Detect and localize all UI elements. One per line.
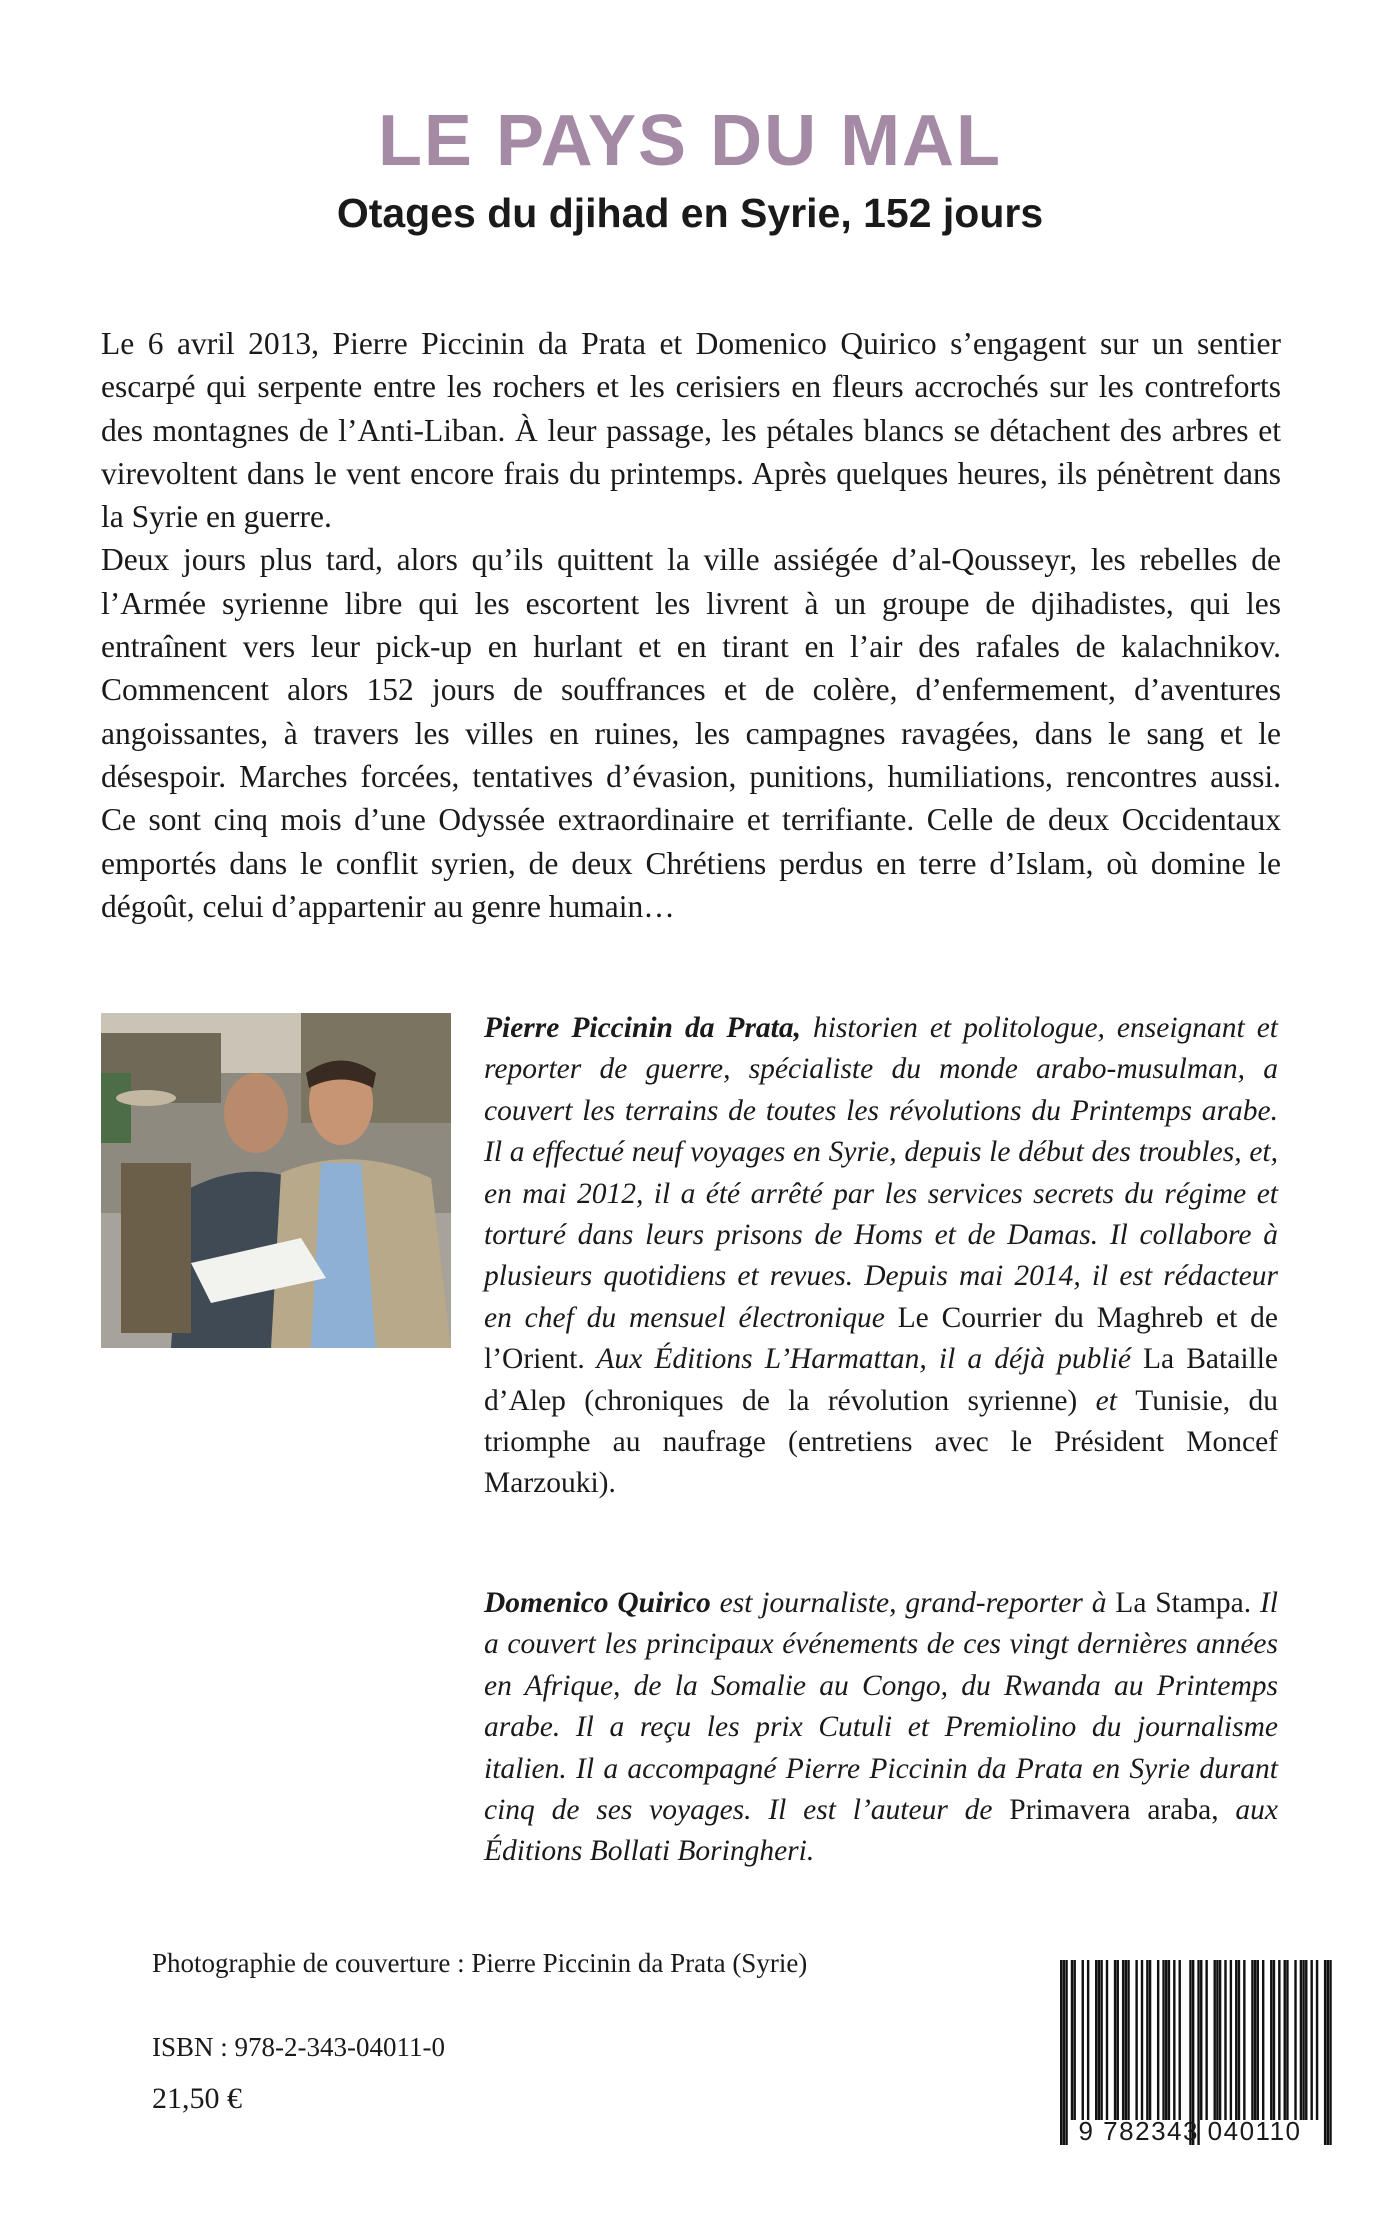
barcode-bar: [1305, 1960, 1307, 2120]
barcode-bar: [1230, 1960, 1232, 2120]
photo-credit: Photographie de couverture : Pierre Piccinin da Prata (Syrie): [152, 1948, 808, 1978]
barcode-bar: [1254, 1960, 1256, 2120]
author-name-quirico: Domenico Quirico: [484, 1587, 711, 1619]
book-subtitle: Otages du djihad en Syrie, 152 jours: [336, 190, 1044, 236]
barcode-bar: [1200, 1960, 1202, 2120]
barcode-bar: [1235, 1960, 1237, 2120]
author-photo: [101, 1013, 451, 1348]
blurb-paragraph-2: Deux jours plus tard, alors qu’ils quittent la ville assiégée d’al-Qousseyr, les rebelles de l’Armée syrienne libre qui les escortent les livrent à un groupe de djihadistes, qui les entraînent vers leur pick-up en hurlant et en tirant en l’air des rafales de kalachnikov. Commencent alors 152 jours de souffrances et de colère, d’enfermement, d’aventures angoissantes, à travers les villes en ruines, les campagnes ravagées, dans le sang et le désespoir. Marches forcées, tentatives d’évasion, punitions, humiliations, rencontres aussi. Ce sont cinq mois d’une Odyssée extraordinaire et terrifiante. Celle de deux Occidentaux emportés dans le conflit syrien, de deux Chrétiens perdus en terre d’Islam, où domine le dégoût, celui d’appartenir au genre humain…: [101, 542, 1281, 924]
barcode-bar: [1179, 1960, 1181, 2120]
barcode-bar: [1122, 1960, 1124, 2120]
bio-text: et: [1077, 1384, 1136, 1417]
book-reference: Tunisie, du triomphe au naufrage (entretiens avec le Président Moncef Marzouki).: [484, 1384, 1279, 1500]
barcode-bar: [1310, 1960, 1312, 2120]
barcode-bar: [1087, 1960, 1089, 2120]
barcode-digits: 9 782343 040110: [1078, 2116, 1302, 2146]
price: 21,50 €: [152, 2082, 242, 2115]
publication-title: La Stampa.: [1115, 1587, 1252, 1619]
author-bio-quirico: [484, 1583, 1278, 1873]
book-title: LE PAYS DU MAL: [377, 101, 1003, 181]
barcode-bar: [1262, 1960, 1264, 2120]
book-reference: La Bataille d’Alep (chroniques de la révolution syrienne): [484, 1343, 1279, 1417]
barcode-bar: [1114, 1960, 1116, 2120]
bio-text: historien et politologue, enseignant et reporter de guerre, spécialiste du monde arabo-musulman, a couvert les terrains de toutes les révolutions du Printemps arabe. Il a effectué neuf voyages en Syrie, depuis le début des troubles, et, en mai 2012, il a été arrêté par les services secrets du régime et torturé dans leurs prisons de Homs et de Damas. Il collabore à plusieurs quotidiens et revues. Depuis mai 2014, il est rédacteur en chef du mensuel électronique: [484, 1012, 1278, 1334]
back-cover-blurb: [101, 322, 1281, 928]
author-bio-piccinin: [484, 1008, 1278, 1505]
barcode-bar: [1205, 1960, 1207, 2120]
barcode-bar: [1117, 1960, 1119, 2120]
book-reference: Primavera araba,: [1009, 1794, 1219, 1827]
barcode-bar: [1219, 1960, 1221, 2120]
barcode-bar: [1257, 1960, 1259, 2120]
publication-title: Le Courrier du Maghreb et de l’Orient.: [484, 1301, 1278, 1376]
barcode-bar: [1095, 1960, 1097, 2120]
bio-text: Aux Éditions L’Harmattan, il a déjà publié: [584, 1343, 1144, 1376]
barcode-bar: [1141, 1960, 1143, 2120]
barcode-bar: [1165, 1960, 1167, 2120]
barcode-bar: [1106, 1960, 1108, 2120]
barcode-bar: [1127, 1960, 1129, 2120]
barcode-bar: [1251, 1960, 1253, 2120]
barcode-bar: [1100, 1960, 1102, 2120]
barcode-bar: [1284, 1960, 1286, 2120]
barcode-bar: [1168, 1960, 1170, 2120]
barcode-bar: [1214, 1960, 1216, 2120]
blurb-paragraph-1: Le 6 avril 2013, Pierre Piccinin da Prata et Domenico Quirico s’engagent sur un sentier escarpé qui serpente entre les rochers et les cerisiers en fleurs accrochés sur les contreforts des montagnes de l’Anti-Liban. À leur passage, les pétales blancs se détachent des arbres et virevoltent dans le vent encore frais du printemps. Après quelques heures, ils pénètrent dans la Syrie en guerre.: [101, 326, 1281, 535]
barcode-bar: [1278, 1960, 1280, 2120]
barcode-bar: [1273, 1960, 1275, 2120]
barcode-bar: [1173, 1960, 1175, 2120]
barcode-bar: [1216, 1960, 1218, 2120]
barcode-bar: [1300, 1960, 1302, 2120]
barcode-bar: [1316, 1960, 1318, 2120]
author-photo-illustration: [101, 1013, 451, 1348]
barcode-bar: [1146, 1960, 1148, 2120]
bio-text: aux Éditions Bollati Boringheri.: [484, 1794, 1278, 1868]
barcode-bar: [1082, 1960, 1084, 2120]
barcode-bar: [1073, 1960, 1075, 2120]
bio-text: est journaliste, grand-reporter à: [710, 1587, 1116, 1619]
barcode-bar: [1302, 1960, 1304, 2120]
barcode-bar: [1224, 1960, 1226, 2120]
barcode-bar: [1149, 1960, 1151, 2120]
barcode-bar: [1270, 1960, 1272, 2120]
barcode-bar: [1098, 1960, 1100, 2120]
barcode-bar: [1294, 1960, 1296, 2120]
barcode-bar: [1238, 1960, 1240, 2120]
author-name-piccinin: Pierre Piccinin da Prata,: [484, 1012, 802, 1044]
bio-text: Il a couvert les principaux événements de ces vingt dernières années en Afrique, de la Somalie au Congo, du Rwanda au Printemps arabe. Il a reçu les prix Cutuli et Premiolino du journalisme italien. Il a accompagné Pierre Piccinin da Prata en Syrie durant cinq de ses voyages. Il est l’auteur de: [484, 1587, 1278, 1827]
barcode-bar: [1071, 1960, 1073, 2120]
isbn: ISBN : 978-2-343-04011-0: [152, 2032, 445, 2062]
barcode-bar: [1135, 1960, 1137, 2120]
barcode-bar: [1125, 1960, 1127, 2120]
barcode-bar: [1157, 1960, 1159, 2120]
barcode-bar: [1162, 1960, 1164, 2120]
barcode-bar: [1243, 1960, 1245, 2120]
barcode-bar: [1286, 1960, 1288, 2120]
